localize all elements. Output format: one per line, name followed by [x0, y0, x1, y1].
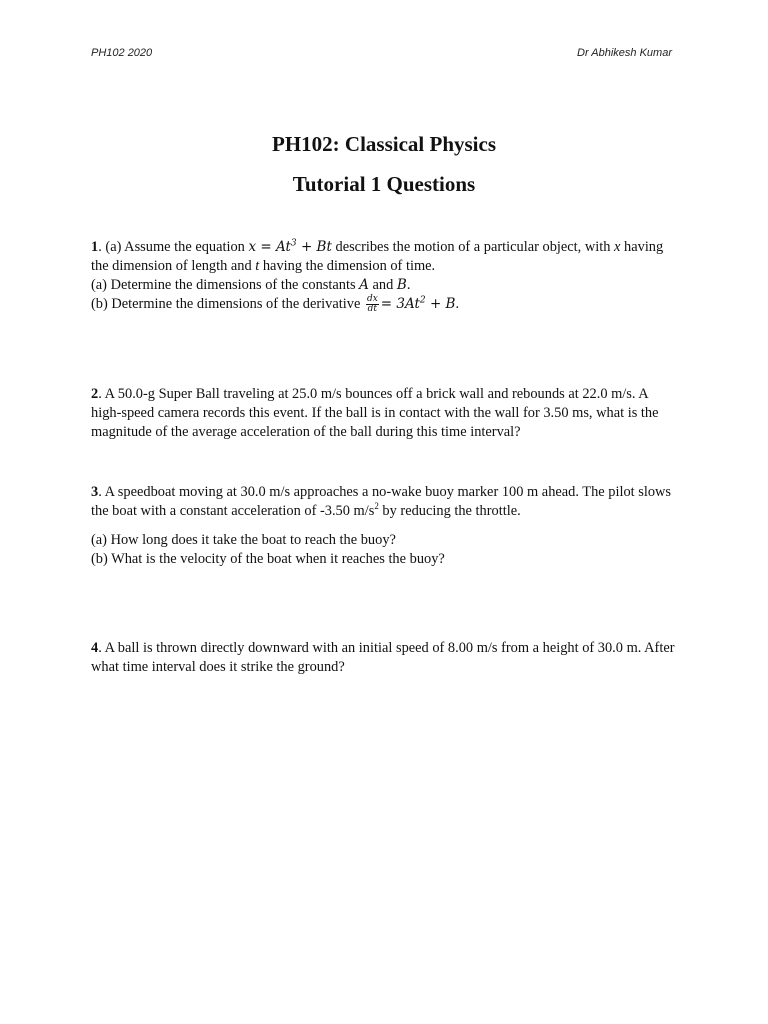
- question-1-part-b: (b) Determine the dimensions of the derivative $\frac{dx}{dt}$ = $3At^2 + B$.: [91, 294, 460, 315]
- equation: $x = At^3 + Bt$: [248, 238, 332, 255]
- page-title: PH102: Classical Physics: [272, 132, 496, 156]
- question-1-part-a: (a) Determine the dimensions of the constants A and B.: [91, 277, 411, 293]
- question-2: [91, 385, 681, 442]
- question-4-text: . A ball is thrown directly downward with an initial speed of 8.00 m/s from a height of 30.0 m. After what time interval does it strike the ground?: [91, 640, 675, 675]
- question-number: 1: [91, 239, 99, 255]
- derivative-equation: = $3At^2 + B$: [380, 295, 456, 312]
- derivative-fraction: $\frac{dx}{dt}$: [366, 294, 378, 315]
- question-number: 2: [91, 386, 99, 402]
- page-subtitle: Tutorial 1 Questions: [292, 172, 476, 196]
- question-4: [91, 639, 681, 677]
- question-1-intro: 1. (a) Assume the equation $x = At^3 + Bt$ describes the motion of a particular object, with x having the dimension of length and t having the dimension of time.: [91, 238, 664, 274]
- question-3-part-b: (b) What is the velocity of the boat when it reaches the buoy?: [91, 551, 445, 567]
- header-author: Dr Abhikesh Kumar: [577, 47, 672, 59]
- question-3-part-a: (a) How long does it take the boat to reach the buoy?: [91, 532, 396, 548]
- question-3: [91, 483, 681, 569]
- header-course-code: PH102 2020: [91, 47, 153, 59]
- question-number: 4: [91, 640, 99, 656]
- question-3-intro: 3. A speedboat moving at 30.0 m/s approaches a no-wake buoy marker 100 m ahead. The pilot slows the boat with a constant acceleration of -3.50 $m/s^2$ by reducing the throttle.: [91, 484, 672, 519]
- question-number: 3: [91, 484, 99, 500]
- question-1: [91, 238, 681, 314]
- question-2-text: . A 50.0-g Super Ball traveling at 25.0 m/s bounces off a brick wall and rebounds at 22.0 m/s. A high-speed camera records this event. If the ball is in contact with the wall for 3.50 ms, what is the magnitude of the average acceleration of the ball during this time interval?: [91, 386, 659, 440]
